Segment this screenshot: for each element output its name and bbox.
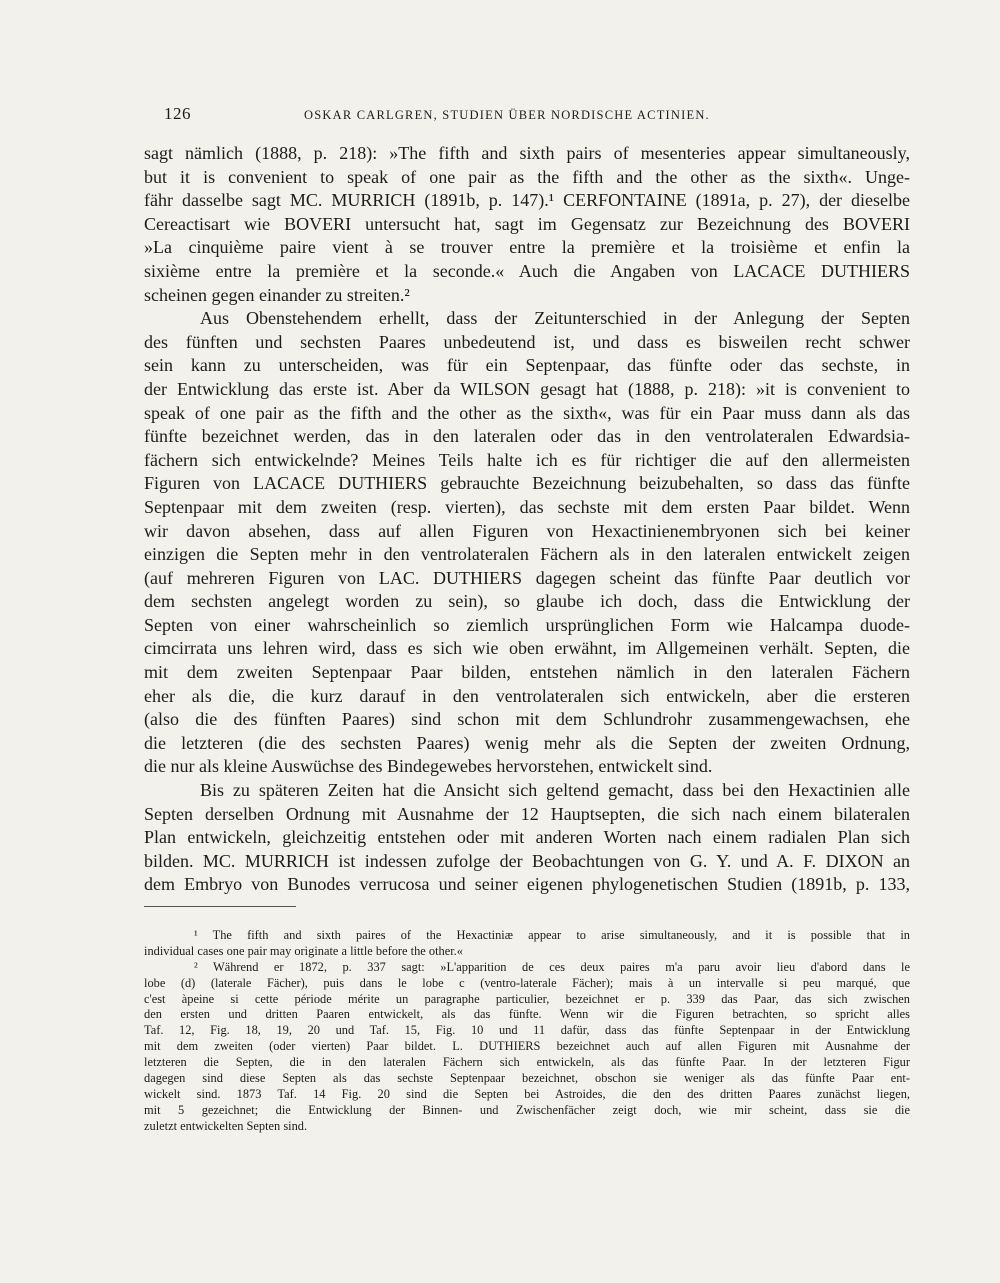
footnote-line: c'est àpeine si cette période mérite un paragraphe particulier, bezeichnet er p. 339 das Paar, das sich zwischen xyxy=(144,991,910,1006)
body-line: Septenpaar mit dem zweiten (resp. vierten), das sechste mit dem ersten Paar bildet. Wenn xyxy=(144,496,910,517)
body-line: Cereactisart wie BOVERI untersucht hat, sagt im Gegensatz zur Bezeichnung des BOVERI xyxy=(144,213,910,234)
footnote-line: mit dem zweiten (oder vierten) Paar bildet. L. DUTHIERS bezeichnet auch auf allen Figuren mit Ausnahme der xyxy=(144,1039,910,1054)
page-header xyxy=(164,104,904,128)
footnote-line: mit 5 gezeichnet; die Entwicklung der Binnen- und Zwischenfächer zeigt doch, wie mir scheint, dass sie die xyxy=(144,1102,910,1117)
body-line: bilden. MC. MURRICH ist indessen zufolge der Beobachtungen von G. Y. und A. F. DIXON an xyxy=(144,850,910,871)
body-line: sein kann zu unterscheiden, was für ein Septenpaar, das fünfte oder das sechste, in xyxy=(144,355,910,376)
body-line: speak of one pair as the fifth and the other as the sixth«, was für ein Paar muss dann als das xyxy=(144,402,910,423)
footnote-line: letzteren die Septen, die in den lateralen Fächern sich entwickeln, als das fünfte Paar. In der letzteren Figur xyxy=(144,1055,910,1070)
body-line: die nur als kleine Auswüchse des Bindegewebes hervorstehen, entwickelt sind. xyxy=(144,756,713,777)
body-line: dem Embryo von Bunodes verrucosa und seiner eigenen phylogenetischen Studien (1891b, p. 133, xyxy=(144,874,910,895)
footnote-line: Taf. 12, Fig. 18, 19, 20 und Taf. 15, Fig. 10 und 11 dafür, dass das fünfte Septenpaar in der Entwicklung xyxy=(144,1023,910,1038)
body-line: »La cinquième paire vient à se trouver entre la première et la troisième et enfin la xyxy=(144,237,910,258)
footnote-line: individual cases one pair may originate a little before the other.« xyxy=(144,943,463,958)
body-line: Aus Obenstehendem erhellt, dass der Zeitunterschied in der Anlegung der Septen xyxy=(200,308,910,329)
body-line: scheinen gegen einander zu streiten.² xyxy=(144,284,410,305)
running-title: OSKAR CARLGREN, STUDIEN ÜBER NORDISCHE ACTINIEN. xyxy=(304,108,710,122)
body-line: fünfte bezeichnet werden, das in den lateralen oder das in den ventrolateralen Edwardsia- xyxy=(144,426,910,447)
body-line: wir davon absehen, dass auf allen Figuren von Hexactinienembryonen sich bei keiner xyxy=(144,520,910,541)
body-line: der Entwicklung das erste ist. Aber da WILSON gesagt hat (1888, p. 218): »it is convenient to xyxy=(144,378,910,399)
footnote-line: den ersten und dritten Paaren entwickelt, als das fünfte. Wenn wir die Figuren betrachten, so spricht alles xyxy=(144,1007,910,1022)
body-line: but it is convenient to speak of one pair as the fifth and the other as the sixth«. Unge- xyxy=(144,166,910,187)
body-line: Septen derselben Ordnung mit Ausnahme der 12 Hauptsepten, die sich nach einem bilateralen xyxy=(144,803,910,824)
body-line: Bis zu späteren Zeiten hat die Ansicht sich geltend gemacht, dass bei den Hexactinien alle xyxy=(200,780,910,801)
footnote-line: zuletzt entwickelten Septen sind. xyxy=(144,1118,308,1133)
body-line: sagt nämlich (1888, p. 218): »The fifth and sixth pairs of mesenteries appear simultaneously, xyxy=(144,143,910,163)
footnote-divider xyxy=(144,906,296,907)
body-line: fähr dasselbe sagt MC. MURRICH (1891b, p. 147).¹ CERFONTAINE (1891a, p. 27), der dieselbe xyxy=(144,190,910,211)
footnote-line: wickelt sind. 1873 Taf. 14 Fig. 20 sind die Septen bei Astroides, die den des dritten Paares zunächst liegen, xyxy=(144,1086,910,1101)
footnotes xyxy=(144,928,910,1135)
body-line: mit dem zweiten Septenpaar Paar bilden, entstehen nämlich in den lateralen Fächern xyxy=(144,662,910,683)
footnote-line: ¹ The fifth and sixth paires of the Hexactiniæ appear to arise simultaneously, and it is possible that in xyxy=(194,928,910,942)
body-line: (also die des fünften Paares) sind schon mit dem Schlundrohr zusammengewachsen, ehe xyxy=(144,709,910,730)
page-number: 126 xyxy=(164,104,191,123)
body-line: Septen von einer wahrscheinlich so ziemlich ursprünglichen Form wie Halcampa duode- xyxy=(144,614,910,635)
body-text xyxy=(144,142,910,897)
body-line: die letzteren (die des sechsten Paares) wenig mehr als die Septen der zweiten Ordnung, xyxy=(144,732,910,753)
body-line: eher als die, die kurz darauf in den ventrolateralen sich entwickeln, aber die ersteren xyxy=(144,685,910,706)
footnote-line: ² Während er 1872, p. 337 sagt: »L'apparition de ces deux paires m'a paru avoir lieu d'abord dans le xyxy=(194,959,910,974)
body-line: fächern sich entwickelnde? Meines Teils halte ich es für richtiger die auf den allermeisten xyxy=(144,449,910,470)
body-line: einzigen die Septen mehr in den ventrolateralen Fächern als in den lateralen entwickelt zeigen xyxy=(144,544,910,565)
footnote-line: lobe (d) (laterale Fächer), puis dans le lobe c (ventro-laterale Fächer); mais à un intervalle si peu marqué, que xyxy=(144,975,910,990)
body-line: cimcirrata uns lehren wird, dass es sich wie oben erwähnt, im Allgemeinen verhält. Septen, die xyxy=(144,638,910,659)
body-line: sixième entre la première et la seconde.« Auch die Angaben von LACACE DUTHIERS xyxy=(144,260,910,281)
body-line: Figuren von LACACE DUTHIERS gebrauchte Bezeichnung beizubehalten, so dass das fünfte xyxy=(144,473,910,494)
body-line: Plan entwickeln, gleichzeitig entstehen oder mit anderen Worten nach einem radialen Plan sich xyxy=(144,827,910,848)
body-line: (auf mehreren Figuren von LAC. DUTHIERS dagegen scheint das fünfte Paar deutlich vor xyxy=(144,567,910,588)
body-line: des fünften und sechsten Paares unbedeutend ist, und dass es bisweilen recht schwer xyxy=(144,331,910,352)
body-line: dem sechsten angelegt worden zu sein), so glaube ich doch, dass die Entwicklung der xyxy=(144,591,910,612)
footnote-line: dagegen sind diese Septen als das sechste Septenpaar bezeichnet, obschon sie weniger als das fünfte Paar ent- xyxy=(144,1071,910,1086)
